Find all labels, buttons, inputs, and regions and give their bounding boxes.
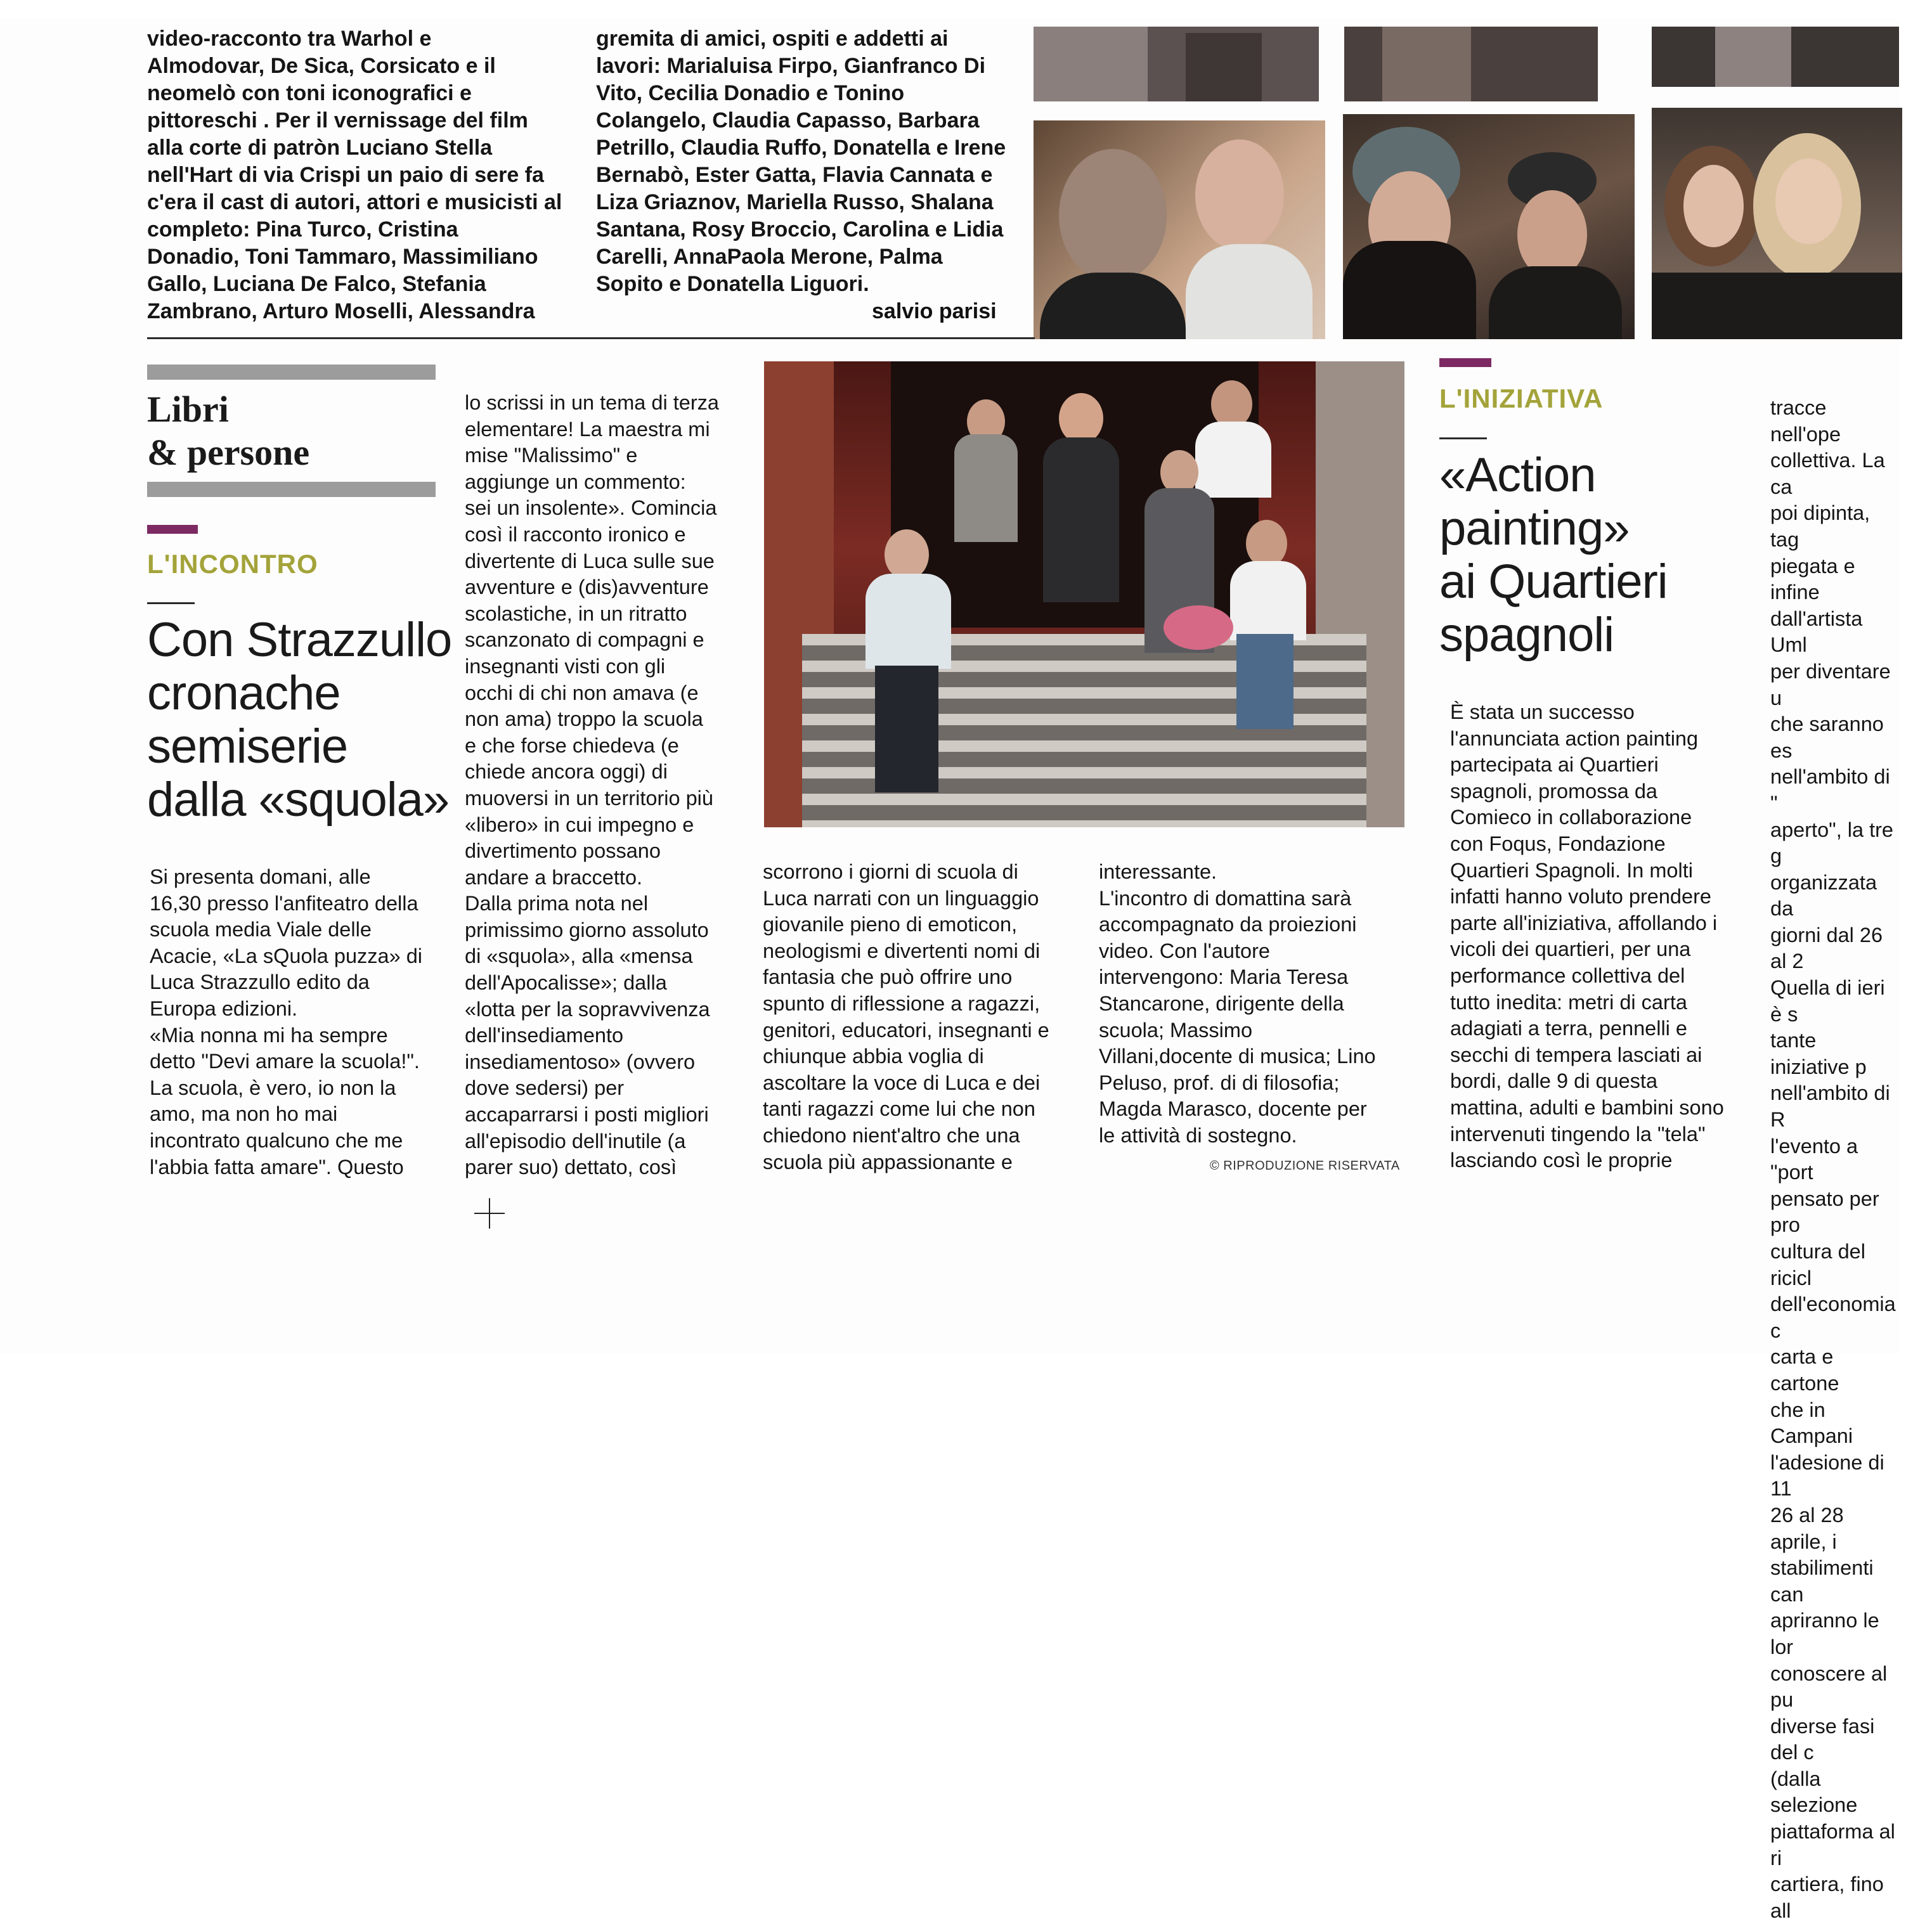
section-bar-bottom bbox=[147, 482, 436, 497]
section-bar-top bbox=[147, 365, 436, 380]
top-photo-3 bbox=[1652, 27, 1899, 87]
photo-guests-3 bbox=[1652, 108, 1902, 339]
copyright-notice: © RIPRODUZIONE RISERVATA bbox=[1210, 1159, 1400, 1173]
photo-guests-2 bbox=[1343, 114, 1635, 339]
top-column-2: gremita di amici, ospiti e addetti ai lavori: Marialuisa Firpo, Gianfranco Di Vito, Cecilia Donadio e Tonino Colangelo, Claudia Capasso, Barbara Petrillo, Claudia Ruffo, Donatella e Irene Bernabò, Ester Gatta, Flavia Cannata e Liza Griaznov, Mariella Russo, Shalana Santana, Rosy Broccio, Carolina e Lidia Carelli, AnnaPaola Merone, Palma Sopito e Donatella Liguori. bbox=[596, 27, 1006, 296]
top-photo-2 bbox=[1344, 27, 1598, 101]
photo-guests-1 bbox=[1034, 120, 1325, 339]
kicker-bar-2 bbox=[1439, 358, 1491, 367]
top-column-1: video-racconto tra Warhol e Almodovar, De Sica, Corsicato e il neomelò con toni iconografici e pittoreschi . Per il vernissage del film alla corte di patròn Luciano Stella nell'Hart di via Crispi un paio di sere fa c'era il cast di autori, attori e musicisti al completo: Pina Turco, Cristina Donadio, Toni Tammaro, Massimiliano Gallo, Luciana De Falco, Stefania Zambrano, Arturo Moselli, Alessandra bbox=[147, 27, 562, 323]
article-column-3: scorrono i giorni di scuola di Luca narrati con un linguaggio giovanile pieno di emoticon, neologismi e divertenti nomi di fantasia che può offrire uno spunto di riflessione a ragazzi, genitori, educatori, insegnanti e chiunque abbia voglia di ascoltare la voce di Luca e dei tanti ragazzi come lui che non chiedono nient'altro che una scuola più appassionante e bbox=[763, 860, 1049, 1173]
photo-children-stairs bbox=[764, 361, 1404, 827]
kicker-rule-2 bbox=[1439, 437, 1487, 439]
article-2-column-2: tracce nell'ope collettiva. La ca poi dipinta, tag piegata e infine dall'artista Uml per diventare u che saranno es nell'ambito di " aperto", la tre g organizzata da giorni dal 26 al 2 Quella di ieri è s tante iniziative p nell'ambito di R l'evento a "port pensato per pro cultura del ricicl dell'economia c carta e cartone che in Campani l'adesione di 11 26 al 28 aprile, i stabilimenti can apriranno le lor conoscere al pu diverse fasi del c (dalla selezione piattaforma al ri cartiera, fino all bbox=[1770, 396, 1896, 1922]
article-headline-2: «Action painting» ai Quartieri spagnoli bbox=[1439, 448, 1668, 662]
article-column-4: interessante. L'incontro di domattina sarà accompagnato da proiezioni video. Con l'autore intervengono: Maria Teresa Stancarone, dirigente della scuola; Massimo Villani,docente di musica; Lino Peluso, prof. di di filosofia; Magda Marasco, docente per le attività di sostegno. bbox=[1099, 860, 1376, 1147]
article-column-1: Si presenta domani, alle 16,30 presso l'anfiteatro della scuola media Viale delle Acacie, «La sQuola puzza» di Luca Strazzullo edito da Europa edizioni. «Mia nonna mi ha sempre detto "Devi amare la scuola!". La scuola, è vero, io non la amo, ma non ho mai incontrato qualcuno che me l'abbia fatta amare". Questo bbox=[150, 865, 422, 1178]
article-kicker-2: L'INIZIATIVA bbox=[1439, 384, 1604, 413]
kicker-rule bbox=[147, 602, 195, 604]
article-kicker: L'INCONTRO bbox=[147, 549, 318, 579]
article-2-column-1: È stata un successo l'annunciata action painting partecipata ai Quartieri spagnoli, promossa da Comieco in collaborazione con Foqus, Fondazione Quartieri Spagnoli. In molti infatti hanno voluto prendere parte all'iniziativa, affollando i vicoli dei quartieri, per una performance collettiva del tutto inedita: metri di carta adagiati a terra, pennelli e secchi di tempera lasciati ai bordi, dalle 9 di questa mattina, adulti e bambini sono intervenuti tingendo la "tela" lasciando così le proprie bbox=[1450, 701, 1724, 1172]
kicker-bar bbox=[147, 525, 198, 534]
section-title: Libri & persone bbox=[147, 389, 310, 473]
page-divider bbox=[147, 337, 1035, 339]
article-headline: Con Strazzullo cronache semiserie dalla «squola» bbox=[147, 613, 452, 827]
article-column-2: lo scrissi in un tema di terza elementare! La maestra mi mise "Malissimo" e aggiunge un commento: sei un insolente». Comincia così il racconto ironico e divertente di Luca sulle sue avventure e (dis)avventure scolastiche, in un ritratto scanzonato di compagni e insegnanti visti con gli occhi di chi non amava (e non ama) troppo la scuola e che forse chiedeva (e chiede ancora oggi) di muoversi in un territorio più «libero» in cui impegno e divertimento possano andare a braccetto. Dalla prima nota nel primissimo giorno assoluto di «squola», alla «mensa dell'Apocalisse»; dalla «lotta per la sopravvivenza dell'insediamento insediamentoso» (ovvero dove sedersi) per accaparrarsi i posti migliori all'episodio dell'inutile (a parer suo) dettato, così bbox=[465, 391, 719, 1179]
photo-credit: salvio parisi bbox=[872, 299, 997, 323]
registration-mark bbox=[474, 1198, 505, 1229]
top-photo-1 bbox=[1034, 27, 1319, 101]
